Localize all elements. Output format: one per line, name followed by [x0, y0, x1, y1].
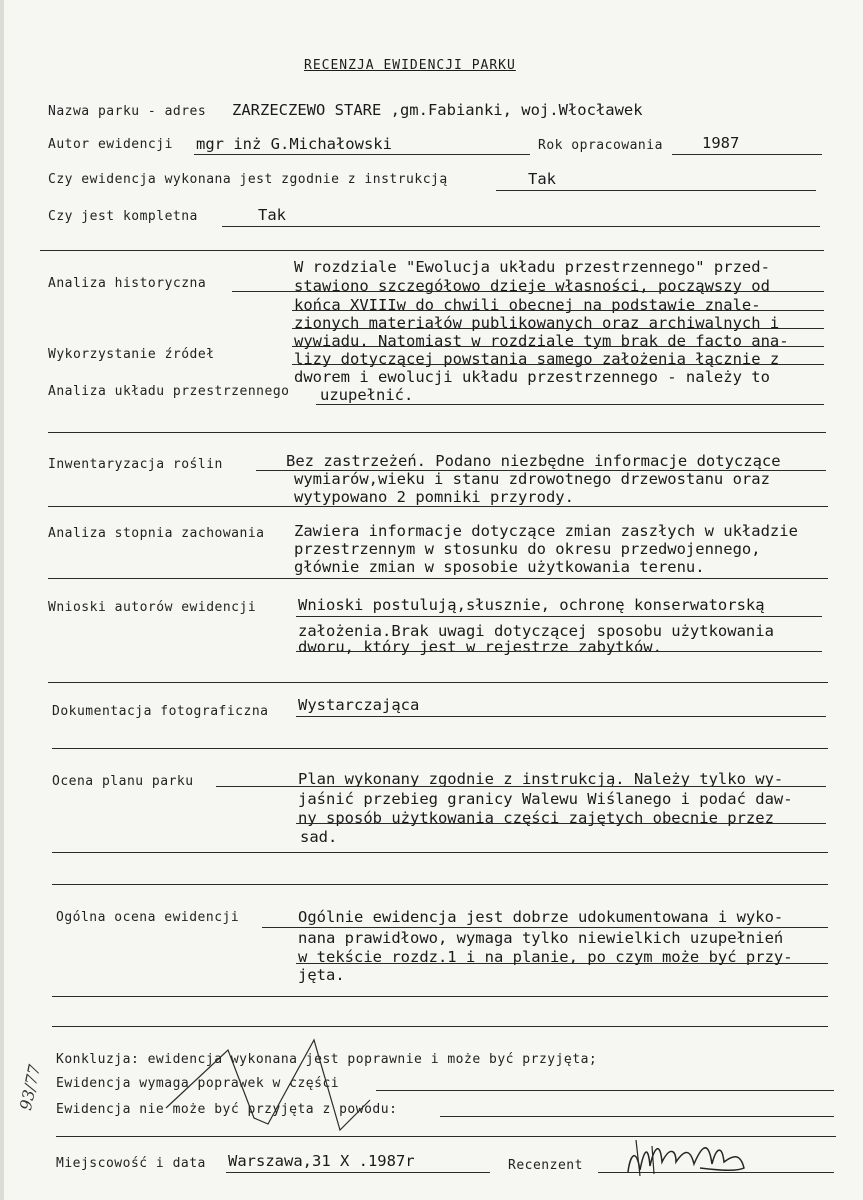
rule-line [292, 364, 824, 365]
conclusions-line: dworu, który jest w rejestrze zabytków. [298, 638, 662, 656]
rule-line [292, 328, 824, 329]
author-line [194, 154, 530, 155]
reviewer-signature [628, 1148, 744, 1172]
rule-line [292, 310, 824, 311]
preservation-analysis-label: Analiza stopnia zachowania [48, 526, 265, 541]
rule-line [296, 716, 826, 717]
author-conclusions-label: Wnioski autorów ewidencji [48, 600, 257, 615]
rule-line [52, 748, 828, 749]
general-line: w tekście rozdz.1 i na planie, po czym może być przy- [298, 948, 793, 966]
plant-inventory-label: Inwentaryzacja roślin [48, 457, 223, 472]
conclusion-rejected: Ewidencja nie może być przyjęta z powodu: [56, 1102, 398, 1117]
rule-line [52, 852, 828, 853]
preservation-line: Zawiera informacje dotyczące zmian zaszłych w układzie [294, 522, 798, 540]
general-line: Ogólnie ewidencja jest dobrze udokumentowana i wyko- [298, 908, 784, 926]
place-date-label: Miejscowość i data [56, 1156, 206, 1171]
rule-line [296, 823, 826, 824]
conclusion-corrections: Ewidencja wymaga poprawek w części [56, 1076, 340, 1091]
rule-line [296, 963, 828, 964]
inventory-line: wymiarów,wieku i stanu zdrowotnego drzewostanu oraz [294, 470, 770, 488]
rule-line [52, 996, 828, 997]
rule-line [292, 346, 824, 347]
history-line: stawiono szczegółowo dzieje własności, począwszy od [294, 277, 770, 295]
plan-line: jaśnić przebieg granicy Walewu Wiślanego i podać daw- [298, 790, 793, 808]
reviewer-line [598, 1172, 834, 1173]
year-value: 1987 [702, 134, 740, 152]
reviewer-label: Recenzent [508, 1158, 583, 1173]
author-label: Autor ewidencji [48, 137, 173, 152]
document-title: RECENZJA EWIDENCJI PARKU [304, 58, 516, 73]
sources-label: Wykorzystanie źródeł [48, 347, 215, 362]
rule-line [56, 1136, 836, 1137]
conclusions-line: Wnioski postulują,słusznie, ochronę konserwatorską [298, 596, 765, 614]
history-line: wywiadu. Natomiast w rozdziale tym brak de facto ana- [294, 332, 789, 350]
conclusion-accepted: Konkluzja: ewidencja wykonana jest poprawnie i może być przyjęta; [56, 1052, 598, 1067]
rule-line [262, 927, 828, 928]
rule-line [296, 616, 822, 617]
page-edge [0, 0, 4, 1200]
preservation-line: przestrzennym w stosunku do okresu przedwojennego, [294, 540, 761, 558]
general-line: jęta. [298, 966, 345, 984]
conclusions-line: założenia.Brak uwagi dotyczącej sposobu użytkowania [298, 622, 774, 640]
photo-documentation-value: Wystarczająca [298, 696, 420, 714]
rule-line [216, 786, 826, 787]
compliance-line [496, 190, 816, 191]
plan-line: ny sposób użytkowania części zajętych obecnie przez [298, 809, 774, 827]
rule-line [296, 651, 822, 652]
instruction-compliance-value: Tak [528, 170, 556, 188]
complete-label: Czy jest kompletna [48, 209, 198, 224]
general-line: nana prawidłowo, wymaga tylko niewielkich uzupełnień [298, 929, 784, 947]
plan-line: Plan wykonany zgodnie z instrukcją. Należy tylko wy- [298, 770, 784, 788]
history-line: W rozdziale "Ewolucja układu przestrzennego" przed- [294, 258, 770, 276]
signature-stroke [636, 1140, 654, 1176]
general-assessment-label: Ogólna ocena ewidencji [56, 910, 240, 925]
history-line: końca XVIIIw do chwili obecnej na podstawie znale- [294, 296, 761, 314]
complete-line [222, 226, 820, 227]
rule-line [48, 432, 826, 433]
rule-line [440, 1116, 834, 1117]
rule-line [48, 578, 828, 579]
park-name-label: Nazwa parku - adres [48, 104, 207, 119]
park-name-value: ZARZECZEWO STARE ,gm.Fabianki, woj.Włocławek [232, 101, 643, 119]
spatial-layout-label: Analiza układu przestrzennego [48, 384, 290, 399]
park-plan-label: Ocena planu parku [52, 774, 194, 789]
history-line: zionych materiałów publikowanych oraz archiwalnych i [294, 314, 780, 332]
rule-line [48, 682, 828, 683]
divider [40, 250, 824, 251]
photo-documentation-label: Dokumentacja fotograficzna [52, 704, 269, 719]
history-line: dworem i ewolucji układu przestrzennego - należy to [294, 368, 770, 386]
year-line [672, 154, 822, 155]
layout-value: uzupełnić. [320, 386, 414, 404]
historical-analysis-label: Analiza historyczna [48, 276, 207, 291]
year-label: Rok opracowania [538, 138, 663, 153]
margin-note: 93/77 [16, 1062, 45, 1112]
rule-line [232, 291, 824, 292]
place-date-line [226, 1172, 490, 1173]
rule-line [376, 1090, 834, 1091]
rule-line [256, 470, 826, 471]
instruction-compliance-label: Czy ewidencja wykonana jest zgodnie z instrukcją [48, 172, 448, 187]
author-value: mgr inż G.Michałowski [196, 135, 392, 153]
place-date-value: Warszawa,31 X .1987r [228, 1152, 415, 1170]
preservation-line: głównie zmian w sposobie użytkowania terenu. [294, 558, 705, 576]
rule-line [52, 1026, 828, 1027]
rule-line [48, 506, 828, 507]
inventory-line: Bez zastrzeżeń. Podano niezbędne informacje dotyczące [286, 452, 781, 470]
complete-value: Tak [258, 206, 286, 224]
rule-line [52, 884, 828, 885]
plan-line: sad. [300, 828, 338, 846]
inventory-line: wytypowano 2 pomniki przyrody. [294, 488, 574, 506]
history-line: lizy dotyczącej powstania samego założenia łącznie z [294, 350, 780, 368]
rule-line [316, 404, 824, 405]
